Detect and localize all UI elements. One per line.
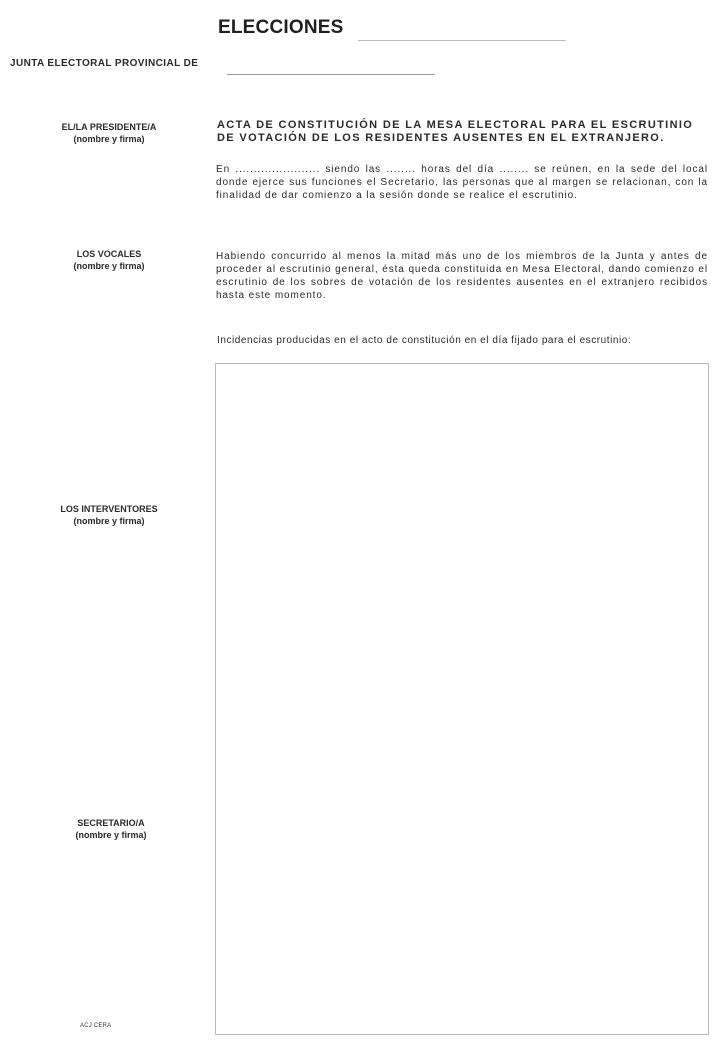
- signature-secretario: [21, 817, 201, 841]
- signature-note: (nombre y firma): [73, 516, 145, 526]
- signature-note: (nombre y firma): [73, 134, 145, 144]
- signature-presidente: [19, 121, 199, 145]
- paragraph-reunion: En ....................... siendo las ........ horas del día ........ se reúnen, en la sede del local donde ejerce sus funciones el Secretario, las personas que al margen se relacionan, con la finalidad de dar comienzo a la sesión donde se realice el escrutinio.: [216, 164, 708, 201]
- title-blank-line: [358, 40, 566, 41]
- signature-role: EL/LA PRESIDENTE/A: [61, 122, 157, 132]
- signature-role: LOS INTERVENTORES: [60, 504, 158, 514]
- incidencias-box[interactable]: [215, 363, 709, 1035]
- signature-interventores: [19, 503, 199, 527]
- junta-blank-line: [227, 74, 435, 75]
- signature-vocales: [19, 248, 199, 272]
- junta-label: JUNTA ELECTORAL PROVINCIAL DE: [10, 58, 199, 69]
- signature-note: (nombre y firma): [73, 261, 145, 271]
- signature-role: SECRETARIO/A: [77, 818, 145, 828]
- incidencias-label: Incidencias producidas en el acto de constitución en el día fijado para el escrutinio:: [217, 335, 632, 346]
- signature-role: LOS VOCALES: [76, 249, 142, 259]
- document-title: ELECCIONES: [218, 17, 344, 38]
- form-code: ACJ CERA: [80, 1023, 112, 1029]
- signature-note: (nombre y firma): [75, 830, 147, 840]
- acta-heading: ACTA DE CONSTITUCIÓN DE LA MESA ELECTORAL PARA EL ESCRUTINIO DE VOTACIÓN DE LOS RESIDENTES AUSENTES EN EL EXTRANJERO.: [217, 119, 694, 144]
- paragraph-constitucion: Habiendo concurrido al menos la mitad más uno de los miembros de la Junta y antes de proceder al escrutinio general, ésta queda constituida en Mesa Electoral, dando comienzo el escrutinio de los sobres de votación de los residentes ausentes en el extranjero recibidos hasta este momento.: [216, 251, 708, 301]
